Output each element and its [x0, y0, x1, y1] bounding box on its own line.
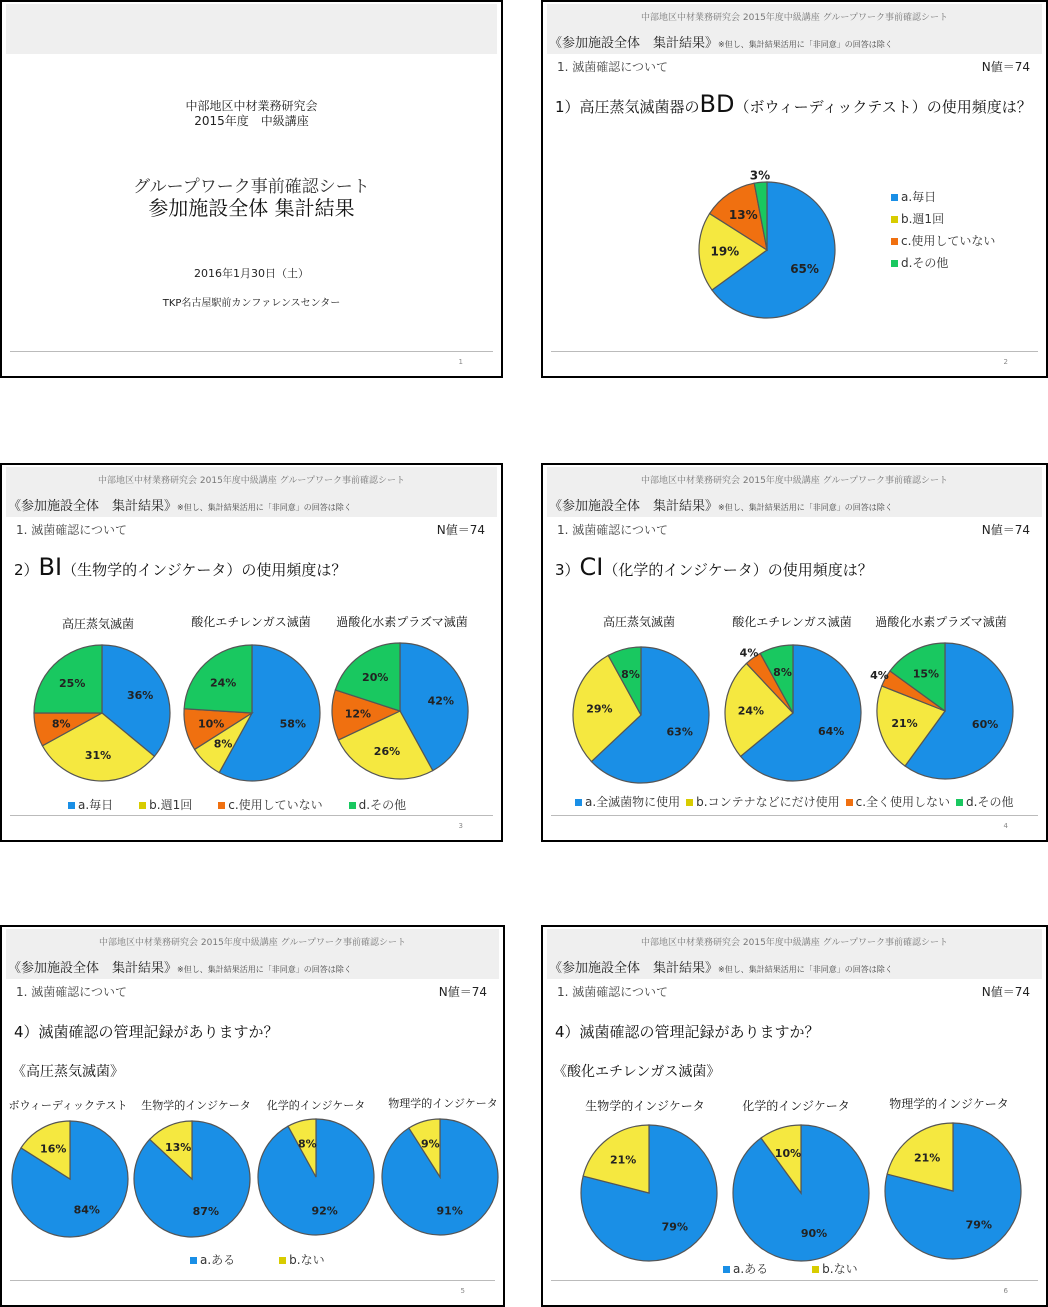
pie-label-a: 92%	[311, 1204, 338, 1218]
chart-title-1: 高圧蒸気滅菌	[602, 615, 676, 629]
pie-label-b: 8%	[298, 1137, 317, 1151]
legend-swatch-d	[956, 799, 963, 806]
legend-swatch-c	[846, 799, 853, 806]
event-venue: TKP名古屋駅前カンファレンスセンター	[162, 298, 341, 309]
chart-title-2: 生物学的インジケータ	[141, 1099, 251, 1112]
legend-label-c: c.全く使用しない	[855, 795, 951, 809]
pie-chart-autoclave-bi	[32, 643, 172, 783]
chart-title-3: 化学的インジケータ	[266, 1099, 366, 1112]
legend-item-c	[891, 232, 995, 249]
footer-line	[10, 351, 493, 352]
pie-chart-eog-bi	[182, 643, 322, 783]
pie-label-b: 10%	[774, 1146, 802, 1160]
legend-label-a: a.ある	[733, 1262, 769, 1276]
pie-chart-plasma-ci	[870, 641, 1015, 781]
chart-title-1: 生物学的インジケータ	[585, 1099, 705, 1113]
legend-item-a	[190, 1253, 235, 1267]
small-header: 中部地区中材業務研究会 2015年度中級講座 グループワーク事前確認シート	[99, 938, 406, 948]
page-number: 5	[460, 1287, 465, 1295]
legend-label-d: d.その他	[358, 798, 407, 812]
legend-label-d: d.その他	[966, 795, 1014, 809]
pie-label-c: 10%	[197, 717, 225, 731]
question-prefix: 2）	[14, 561, 39, 579]
section-label: 1. 滅菌確認について	[557, 523, 669, 537]
legend-item-c	[846, 795, 950, 809]
legend-item-a	[891, 188, 995, 205]
question-suffix: （ボウィーディックテスト）の使用頻度は？	[734, 98, 1032, 116]
question-title	[555, 90, 1032, 118]
pie-label-a: 42%	[427, 694, 455, 708]
legend-swatch-d	[891, 260, 898, 267]
page-number: 3	[458, 822, 463, 830]
question-title	[14, 553, 346, 581]
page-number: 6	[1003, 1287, 1008, 1295]
question-suffix: （化学的インジケータ）の使用頻度は？	[603, 561, 873, 579]
legend-swatch-a	[575, 799, 582, 806]
sub-heading: 《高圧蒸気滅菌》	[12, 1064, 124, 1080]
summary-note: ※但し、集計結果活用に「非同意」の回答は除く	[718, 965, 893, 974]
legend-item-d	[891, 254, 995, 271]
legend-item-a	[723, 1262, 768, 1276]
footer-line	[551, 1280, 1038, 1281]
pie-chart-biological-eog	[579, 1123, 719, 1263]
legend-item-b	[139, 798, 192, 812]
chart-title-2: 酸化エチレンガス滅菌	[191, 615, 311, 629]
n-value: N値＝74	[981, 60, 1030, 74]
question-acronym: CI	[579, 553, 604, 581]
pie-label-a: 58%	[279, 717, 307, 731]
page-number: 4	[1003, 822, 1008, 830]
chart-legend	[190, 1251, 325, 1268]
legend-swatch-b	[686, 799, 693, 806]
course-name: 2015年度 中級講座	[194, 114, 309, 128]
summary-title	[8, 495, 352, 514]
pie-label-d: 8%	[773, 666, 792, 680]
legend-item-c	[218, 798, 322, 812]
sub-heading: 《酸化エチレンガス滅菌》	[553, 1064, 721, 1080]
pie-chart-eog-ci	[723, 643, 863, 783]
pie-label-a: 64%	[817, 724, 845, 738]
pie-label-b: 21%	[609, 1153, 637, 1167]
summary-note: ※但し、集計結果活用に「非同意」の回答は除く	[718, 40, 893, 49]
pie-label-a: 63%	[666, 725, 693, 739]
pie-label-b: 26%	[373, 745, 401, 759]
chart-title-3: 過酸化水素プラズマ滅菌	[336, 615, 468, 629]
footer-line	[551, 351, 1038, 352]
legend-label-b: b.ない	[289, 1253, 325, 1267]
section-label: 1. 滅菌確認について	[16, 985, 128, 999]
pie-chart-autoclave-ci	[571, 645, 711, 785]
pie-label-b: 9%	[420, 1137, 440, 1151]
small-header: 中部地区中材業務研究会 2015年度中級講座 グループワーク事前確認シート	[98, 476, 405, 486]
pie-label-c: 8%	[51, 717, 71, 731]
pie-label-a: 87%	[192, 1204, 219, 1218]
slide-title-1: グループワーク事前確認シート	[133, 177, 370, 197]
legend-item-a	[575, 795, 680, 809]
pie-label-b: 21%	[891, 716, 918, 730]
chart-title-2: 酸化エチレンガス滅菌	[732, 615, 852, 629]
pie-label-d: 8%	[621, 668, 640, 682]
pie-label-b: 13%	[165, 1141, 192, 1155]
pie-label-a: 36%	[126, 689, 154, 703]
legend-label-b: b.ない	[822, 1262, 858, 1276]
page-number: 1	[458, 358, 463, 366]
legend-swatch-b	[891, 216, 898, 223]
pie-label-b: 16%	[40, 1142, 67, 1156]
slide-1	[0, 0, 503, 378]
legend-label-a: a.毎日	[901, 190, 937, 204]
question-acronym: BI	[38, 553, 63, 581]
pie-label-d: 20%	[362, 670, 389, 684]
legend-swatch-b	[812, 1266, 819, 1273]
slide-3	[0, 463, 503, 842]
pie-chart-bd	[697, 144, 837, 320]
legend-label-a: a.全滅菌物に使用	[585, 795, 681, 809]
summary-title-text: 《参加施設全体 集計結果》	[549, 499, 719, 514]
legend-item-d	[349, 798, 406, 812]
chart-title-3: 過酸化水素プラズマ滅菌	[875, 615, 1007, 629]
n-value: N値＝74	[436, 523, 485, 537]
question-prefix: 3）	[555, 561, 580, 579]
pie-chart-bowie-dick	[10, 1119, 130, 1239]
slide-6	[541, 925, 1048, 1307]
pie-chart-physical	[380, 1117, 500, 1237]
chart-title-3: 物理学的インジケータ	[889, 1097, 1009, 1111]
pie-label-a: 90%	[800, 1227, 828, 1241]
legend-label-a: a.毎日	[78, 798, 114, 812]
legend-label-a: a.ある	[200, 1253, 236, 1267]
pie-label-a: 91%	[436, 1204, 463, 1218]
legend-item-d	[956, 795, 1013, 809]
small-header: 中部地区中材業務研究会 2015年度中級講座 グループワーク事前確認シート	[641, 476, 948, 486]
legend-swatch-a	[190, 1257, 197, 1264]
pie-label-b: 19%	[710, 244, 740, 259]
question-acronym: BD	[699, 90, 735, 118]
legend-label-b: b.週1回	[901, 212, 945, 226]
pie-label-b: 8%	[213, 737, 233, 751]
legend-swatch-d	[349, 802, 356, 809]
summary-note: ※但し、集計結果活用に「非同意」の回答は除く	[718, 503, 893, 512]
pie-label-b: 29%	[586, 702, 613, 716]
footer-line	[10, 815, 493, 816]
chart-legend	[68, 796, 432, 813]
section-label: 1. 滅菌確認について	[557, 985, 669, 999]
question-title: 4）滅菌確認の管理記録がありますか？	[555, 1023, 820, 1041]
pie-chart-chemical	[256, 1117, 376, 1237]
event-date: 2016年1月30日（土）	[194, 267, 309, 280]
pie-label-c: 13%	[728, 208, 758, 223]
n-value: N値＝74	[981, 523, 1030, 537]
summary-note: ※但し、集計結果活用に「非同意」の回答は除く	[177, 503, 352, 512]
legend-label-c: c.使用していない	[901, 234, 996, 248]
legend-label-d: d.その他	[901, 256, 949, 270]
pie-legend	[891, 188, 995, 276]
legend-swatch-c	[218, 802, 225, 809]
question-prefix: 1）高圧蒸気滅菌器の	[555, 98, 700, 116]
section-label: 1. 滅菌確認について	[557, 60, 669, 74]
legend-item-b	[279, 1253, 324, 1267]
pie-label-a: 65%	[790, 262, 819, 277]
pie-label-b: 31%	[84, 748, 112, 762]
summary-title	[8, 957, 352, 976]
n-value: N値＝74	[981, 985, 1030, 999]
pie-label-c: 12%	[344, 707, 372, 721]
section-label: 1. 滅菌確認について	[16, 523, 128, 537]
question-title	[555, 553, 873, 581]
pie-label-a: 79%	[661, 1220, 689, 1234]
slide-title-2: 参加施設全体 集計結果	[148, 196, 355, 220]
pie-label-c: 4%	[870, 668, 889, 682]
summary-title	[549, 495, 893, 514]
legend-swatch-a	[723, 1266, 730, 1273]
pie-label-d: 15%	[912, 667, 940, 681]
pie-label-d: 3%	[749, 168, 771, 183]
pie-label-a: 60%	[971, 718, 999, 732]
legend-label-c: c.使用していない	[228, 798, 323, 812]
chart-legend	[575, 793, 1013, 810]
summary-title-text: 《参加施設全体 集計結果》	[8, 499, 178, 514]
pie-label-b: 21%	[913, 1151, 941, 1165]
pie-chart-plasma-bi	[330, 641, 470, 781]
slide-5	[0, 925, 505, 1307]
legend-swatch-c	[891, 238, 898, 245]
legend-item-a	[68, 798, 113, 812]
pie-chart-biological	[132, 1119, 252, 1239]
summary-title-text: 《参加施設全体 集計結果》	[549, 961, 719, 976]
chart-title-1: 高圧蒸気滅菌	[61, 617, 135, 631]
small-header: 中部地区中材業務研究会 2015年度中級講座 グループワーク事前確認シート	[641, 938, 948, 948]
pie-chart-physical-eog	[883, 1121, 1023, 1261]
summary-title-text: 《参加施設全体 集計結果》	[8, 961, 178, 976]
legend-swatch-a	[68, 802, 75, 809]
slide-2	[541, 0, 1048, 378]
pie-label-a: 84%	[73, 1203, 100, 1217]
small-header: 中部地区中材業務研究会 2015年度中級講座 グループワーク事前確認シート	[641, 13, 948, 23]
chart-title-4: 物理学的インジケータ	[388, 1097, 498, 1110]
question-suffix: （生物学的インジケータ）の使用頻度は？	[62, 561, 347, 579]
chart-title-1: ボウィーディックテスト	[8, 1099, 128, 1112]
summary-title	[549, 32, 893, 51]
n-value: N値＝74	[438, 985, 487, 999]
legend-swatch-a	[891, 194, 898, 201]
legend-item-b	[812, 1262, 857, 1276]
legend-label-b: b.コンテナなどにだけ使用	[696, 795, 840, 809]
legend-label-b: b.週1回	[149, 798, 193, 812]
slide-4	[541, 463, 1048, 842]
pie-label-a: 79%	[965, 1218, 993, 1232]
footer-line	[551, 815, 1038, 816]
chart-title-2: 化学的インジケータ	[742, 1099, 850, 1113]
summary-note: ※但し、集計結果活用に「非同意」の回答は除く	[177, 965, 352, 974]
legend-swatch-b	[279, 1257, 286, 1264]
pie-label-c: 4%	[739, 646, 759, 660]
summary-title	[549, 957, 893, 976]
footer-line	[10, 1280, 495, 1281]
legend-item-b	[686, 795, 839, 809]
pie-chart-chemical-eog	[731, 1123, 871, 1263]
question-title: 4）滅菌確認の管理記録がありますか？	[14, 1023, 279, 1041]
legend-swatch-b	[139, 802, 146, 809]
org-name: 中部地区中材業務研究会	[185, 99, 318, 113]
legend-item-b	[891, 210, 995, 227]
header-band	[6, 4, 497, 54]
chart-legend	[723, 1260, 858, 1277]
pie-label-b: 24%	[737, 704, 765, 718]
page-number: 2	[1003, 358, 1008, 366]
summary-title-text: 《参加施設全体 集計結果》	[549, 36, 719, 51]
pie-label-d: 24%	[209, 676, 237, 690]
pie-label-d: 25%	[59, 677, 86, 691]
